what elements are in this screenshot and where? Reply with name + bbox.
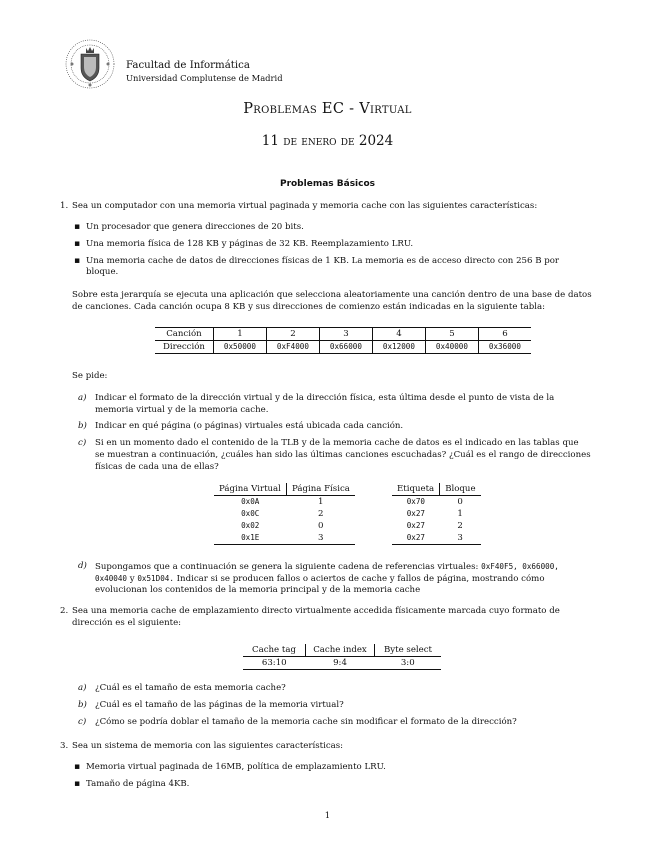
table-cell: 1 — [457, 509, 463, 519]
table-cell: 0 — [457, 497, 463, 507]
list-item: ▪ Un procesador que genera direcciones de 20 bits. — [86, 222, 610, 233]
item-d-line — [95, 573, 610, 585]
problem-3-intro: Sea un sistema de memoria con las siguientes características: — [72, 741, 344, 751]
table-row — [214, 520, 355, 532]
table-row — [155, 328, 531, 341]
table-header-cell: Cache index — [306, 644, 375, 657]
table-cell: 0xF4000 — [266, 341, 319, 354]
table-header-cell: Página Virtual — [214, 483, 286, 496]
problem-2-number: 2. — [60, 606, 69, 616]
problem-1-number: 1. — [60, 201, 69, 211]
table-header-cell: 1 — [213, 328, 266, 341]
list-item: ▪ Una memoria cache de datos de direcciones físicas de 1 KB. La memoria es de acceso directo con 256 B por — [86, 256, 610, 267]
problem-2-question-a: ¿Cuál es el tamaño de esta memoria cache? — [95, 683, 286, 693]
table-cell: 3 — [286, 532, 354, 545]
table-row — [214, 496, 355, 509]
paragraph-line: Sobre esta jerarquía se ejecuta una aplicación que selecciona aleatoriamente una canción dentro de una base de datos — [72, 290, 592, 300]
table-cell: 63:10 — [243, 657, 306, 670]
table-cell: 1 — [317, 497, 324, 507]
table-cell: 0x40000 — [425, 341, 478, 354]
table-header-cell: 6 — [478, 328, 531, 341]
list-item: ▪ Tamaño de página 4KB. — [86, 779, 610, 790]
table-cell: 0x0C — [241, 509, 260, 518]
cache-table — [392, 483, 481, 545]
tlb-table — [214, 483, 355, 545]
university-seal-logo — [64, 38, 116, 90]
page-number: 1 — [324, 811, 331, 821]
item-d-text: Indicar si se producen fallos o aciertos de cache y fallos de página, mostrando cómo — [176, 574, 545, 584]
problem-1-intro: Sea un computador con una memoria virtual paginada y memoria cache con las siguientes características: — [72, 201, 538, 211]
document-title: Problemas EC - Virtual — [243, 101, 412, 117]
table-row — [392, 508, 481, 520]
university-name: Universidad Complutense de Madrid — [126, 73, 283, 83]
item-d-line: evolucionan los contenidos de la memoria principal y de la memoria cache — [95, 585, 421, 595]
table-cell: 0x36000 — [478, 341, 531, 354]
problem-2-question-b: ¿Cuál es el tamaño de las páginas de la memoria virtual? — [95, 700, 344, 710]
item-label: d) — [78, 561, 87, 571]
table-row — [392, 532, 481, 545]
table-header-cell: Etiqueta — [392, 483, 440, 496]
table-row — [214, 532, 355, 545]
table-cell: 2 — [457, 521, 463, 531]
list-item: ▪ Una memoria física de 128 KB y páginas de 32 KB. Reemplazamiento LRU. — [86, 239, 610, 250]
item-label: a) — [78, 393, 87, 403]
songs-table — [155, 327, 531, 354]
table-header-cell: 4 — [372, 328, 425, 341]
table-cell: 0x27 — [406, 521, 425, 530]
table-header-cell: 2 — [266, 328, 319, 341]
table-cell: 3:0 — [375, 657, 442, 670]
table-header-cell: Página Física — [286, 483, 354, 496]
item-d-address: 0x51D04. — [137, 574, 174, 583]
table-cell: 0 — [317, 521, 324, 531]
table-row — [243, 644, 441, 657]
table-cell: 9:4 — [306, 657, 375, 670]
list-item-continuation: bloque. — [86, 267, 119, 277]
paragraph-line: de canciones. Cada canción ocupa 8 KB y sus direcciones de comienzo están indicadas en la siguiente tabla: — [72, 302, 545, 312]
item-c-line: físicas de cada una de ellas? — [95, 462, 219, 472]
table-cell: 0x50000 — [213, 341, 266, 354]
table-row — [243, 657, 441, 670]
item-d-text: Supongamos que a continuación se genera la siguiente cadena de referencias virtuales: — [95, 562, 479, 572]
table-cell: 0x70 — [406, 497, 425, 506]
item-label: c) — [78, 717, 87, 727]
item-d-address: 0x40040 — [95, 574, 128, 583]
item-label: b) — [78, 700, 87, 710]
item-b-line: Indicar en qué página (o páginas) virtuales está ubicada cada canción. — [95, 421, 404, 431]
table-cell: 3 — [440, 532, 481, 545]
table-row — [155, 341, 531, 354]
table-row-label: Dirección — [163, 342, 205, 352]
table-cell: 0x02 — [241, 521, 260, 530]
address-format-table — [243, 644, 441, 670]
table-cell: 2 — [317, 509, 324, 519]
section-title: Problemas Básicos — [279, 179, 376, 189]
document-date: 11 de enero de 2024 — [261, 133, 394, 149]
faculty-name: Facultad de Informática — [126, 60, 250, 71]
table-header-cell: 3 — [319, 328, 372, 341]
se-pide-label: Se pide: — [72, 371, 108, 381]
table-header-cell: Bloque — [440, 483, 481, 496]
item-d-addresses: 0xF40F5, 0x66000, — [481, 562, 559, 571]
table-cell: 0x12000 — [372, 341, 425, 354]
table-header-cell: 5 — [425, 328, 478, 341]
problem-2-intro: Sea una memoria cache de emplazamiento directo virtualmente accedida físicamente marcada cuyo formato de — [72, 606, 560, 616]
table-header-cell: Canción — [155, 328, 213, 341]
item-c-line: se muestran a continuación, ¿cuáles han sido las últimas canciones escuchadas? ¿Cuál es el rango de direcciones — [95, 450, 591, 460]
problem-2-question-c: ¿Cómo se podría doblar el tamaño de la memoria cache sin modificar el formato de la dirección? — [95, 717, 517, 727]
table-row — [392, 483, 481, 496]
table-cell: 0x27 — [392, 532, 440, 545]
item-label: b) — [78, 421, 87, 431]
list-item: ▪ Memoria virtual paginada de 16MB, política de emplazamiento LRU. — [86, 762, 610, 773]
item-c-line: Si en un momento dado el contenido de la TLB y de la memoria cache de datos es el indicado en las tablas que — [95, 438, 579, 448]
item-d-line — [95, 561, 610, 573]
table-cell: 0x66000 — [319, 341, 372, 354]
item-d-text: y — [129, 574, 135, 584]
item-label: c) — [78, 438, 87, 448]
table-row — [214, 483, 355, 496]
table-row — [392, 496, 481, 509]
table-header-cell: Cache tag — [243, 644, 306, 657]
item-label: a) — [78, 683, 87, 693]
table-cell: 0x27 — [406, 509, 425, 518]
table-header-cell: Byte select — [375, 644, 442, 657]
item-a-line: memoria virtual y de la memoria cache. — [95, 405, 269, 415]
table-row — [392, 520, 481, 532]
table-cell: 0x1E — [214, 532, 286, 545]
problem-3-number: 3. — [60, 741, 69, 751]
item-a-line: Indicar el formato de la dirección virtual y de la dirección física, esta última desde el punto de vista de la — [95, 393, 555, 403]
table-row — [214, 508, 355, 520]
problem-2-intro: dirección es el siguiente: — [72, 618, 182, 628]
table-cell: 0x0A — [241, 497, 260, 506]
